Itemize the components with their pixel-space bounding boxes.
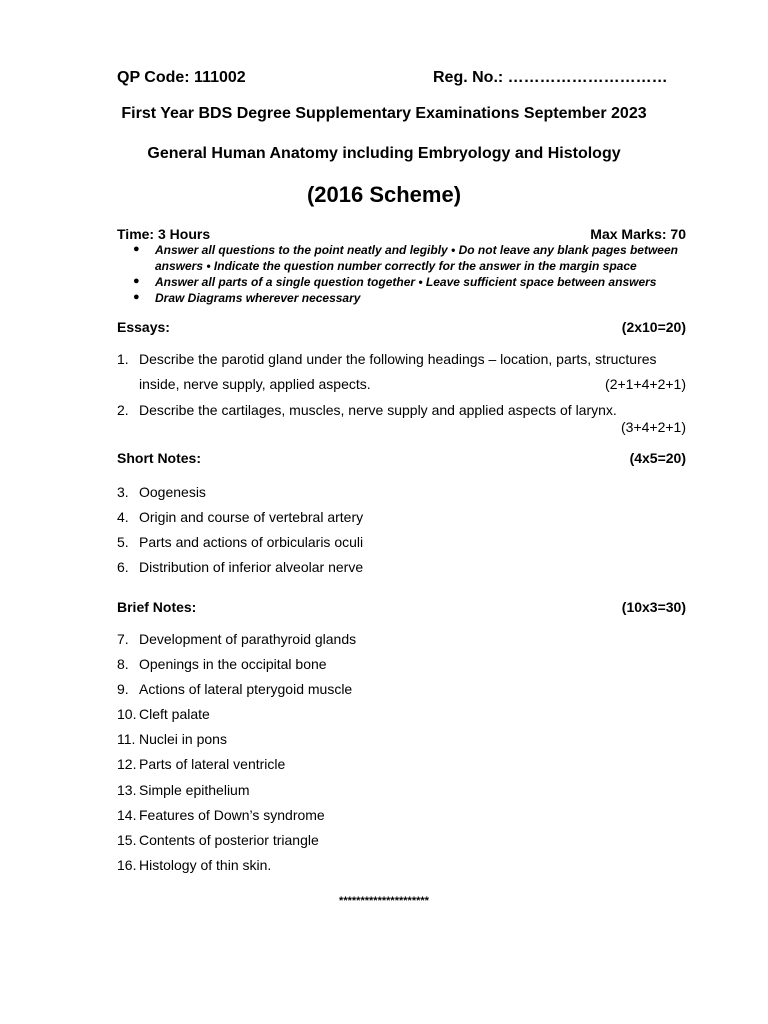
max-marks-label: Max Marks: 70 bbox=[590, 226, 686, 242]
section-title: Short Notes: bbox=[117, 450, 201, 466]
question-number: 7. bbox=[117, 631, 129, 647]
question-text: Histology of thin skin. bbox=[139, 857, 272, 873]
question-text: Cleft palate bbox=[139, 706, 210, 722]
question-number: 4. bbox=[117, 509, 129, 525]
question-number: 12. bbox=[117, 756, 137, 772]
question-number: 13. bbox=[117, 782, 137, 798]
instruction-1-line2: answers • Indicate the question number correctly for the answer in the margin space bbox=[155, 259, 637, 273]
question-text: Actions of lateral pterygoid muscle bbox=[139, 681, 353, 697]
question-number: 10. bbox=[117, 706, 137, 722]
question-text: Describe the cartilages, muscles, nerve supply and applied aspects of larynx. bbox=[139, 402, 617, 418]
section-title: Essays: bbox=[117, 319, 170, 335]
question-marks: (2+1+4+2+1) bbox=[605, 376, 686, 392]
instruction-3: Draw Diagrams wherever necessary bbox=[155, 291, 361, 305]
bullet-icon: ● bbox=[133, 243, 140, 255]
question-text: Nuclei in pons bbox=[139, 731, 227, 747]
bullet-icon: ● bbox=[133, 291, 140, 303]
qp-code: QP Code: 111002 bbox=[117, 69, 246, 86]
instruction-1-line1: Answer all questions to the point neatly and legibly • Do not leave any blank pages between bbox=[155, 243, 678, 257]
question-number: 11. bbox=[117, 731, 136, 747]
question-text: Openings in the occipital bone bbox=[139, 656, 327, 672]
question-number: 3. bbox=[117, 484, 129, 500]
question-text: Parts and actions of orbicularis oculi bbox=[139, 534, 364, 550]
time-label: Time: 3 Hours bbox=[117, 226, 211, 242]
question-number: 15. bbox=[117, 832, 137, 848]
reg-no: Reg. No.: ………………………… bbox=[433, 69, 668, 86]
question-text: Origin and course of vertebral artery bbox=[139, 509, 364, 525]
instruction-2: Answer all parts of a single question together • Leave sufficient space between answers bbox=[155, 275, 657, 289]
question-number: 5. bbox=[117, 534, 129, 550]
question-number: 14. bbox=[117, 807, 137, 823]
question-text: Simple epithelium bbox=[139, 782, 250, 798]
section-marks: (10x3=30) bbox=[621, 599, 686, 615]
question-marks: (3+4+2+1) bbox=[621, 419, 686, 435]
subject-title: General Human Anatomy including Embryology and Histology bbox=[147, 145, 621, 162]
question-text: Describe the parotid gland under the following headings – location, parts, structures bbox=[139, 351, 657, 367]
question-text: Oogenesis bbox=[139, 484, 206, 500]
question-number: 6. bbox=[117, 559, 129, 575]
exam-title: First Year BDS Degree Supplementary Examinations September 2023 bbox=[121, 105, 647, 122]
question-text-cont: inside, nerve supply, applied aspects. bbox=[139, 376, 371, 392]
question-number: 8. bbox=[117, 656, 129, 672]
question-text: Distribution of inferior alveolar nerve bbox=[139, 559, 364, 575]
section-marks: (2x10=20) bbox=[621, 319, 686, 335]
end-of-paper-mark: ********************* bbox=[339, 895, 429, 907]
question-text: Features of Down’s syndrome bbox=[139, 807, 325, 823]
question-number: 2. bbox=[117, 402, 129, 418]
section-title: Brief Notes: bbox=[117, 599, 197, 615]
question-number: 1. bbox=[117, 351, 129, 367]
bullet-icon: ● bbox=[133, 275, 140, 287]
question-number: 9. bbox=[117, 681, 129, 697]
scheme-title: (2016 Scheme) bbox=[306, 182, 462, 207]
question-text: Parts of lateral ventricle bbox=[139, 756, 286, 772]
section-marks: (4x5=20) bbox=[629, 450, 686, 466]
question-text: Contents of posterior triangle bbox=[139, 832, 319, 848]
question-number: 16. bbox=[117, 857, 137, 873]
question-text: Development of parathyroid glands bbox=[139, 631, 357, 647]
